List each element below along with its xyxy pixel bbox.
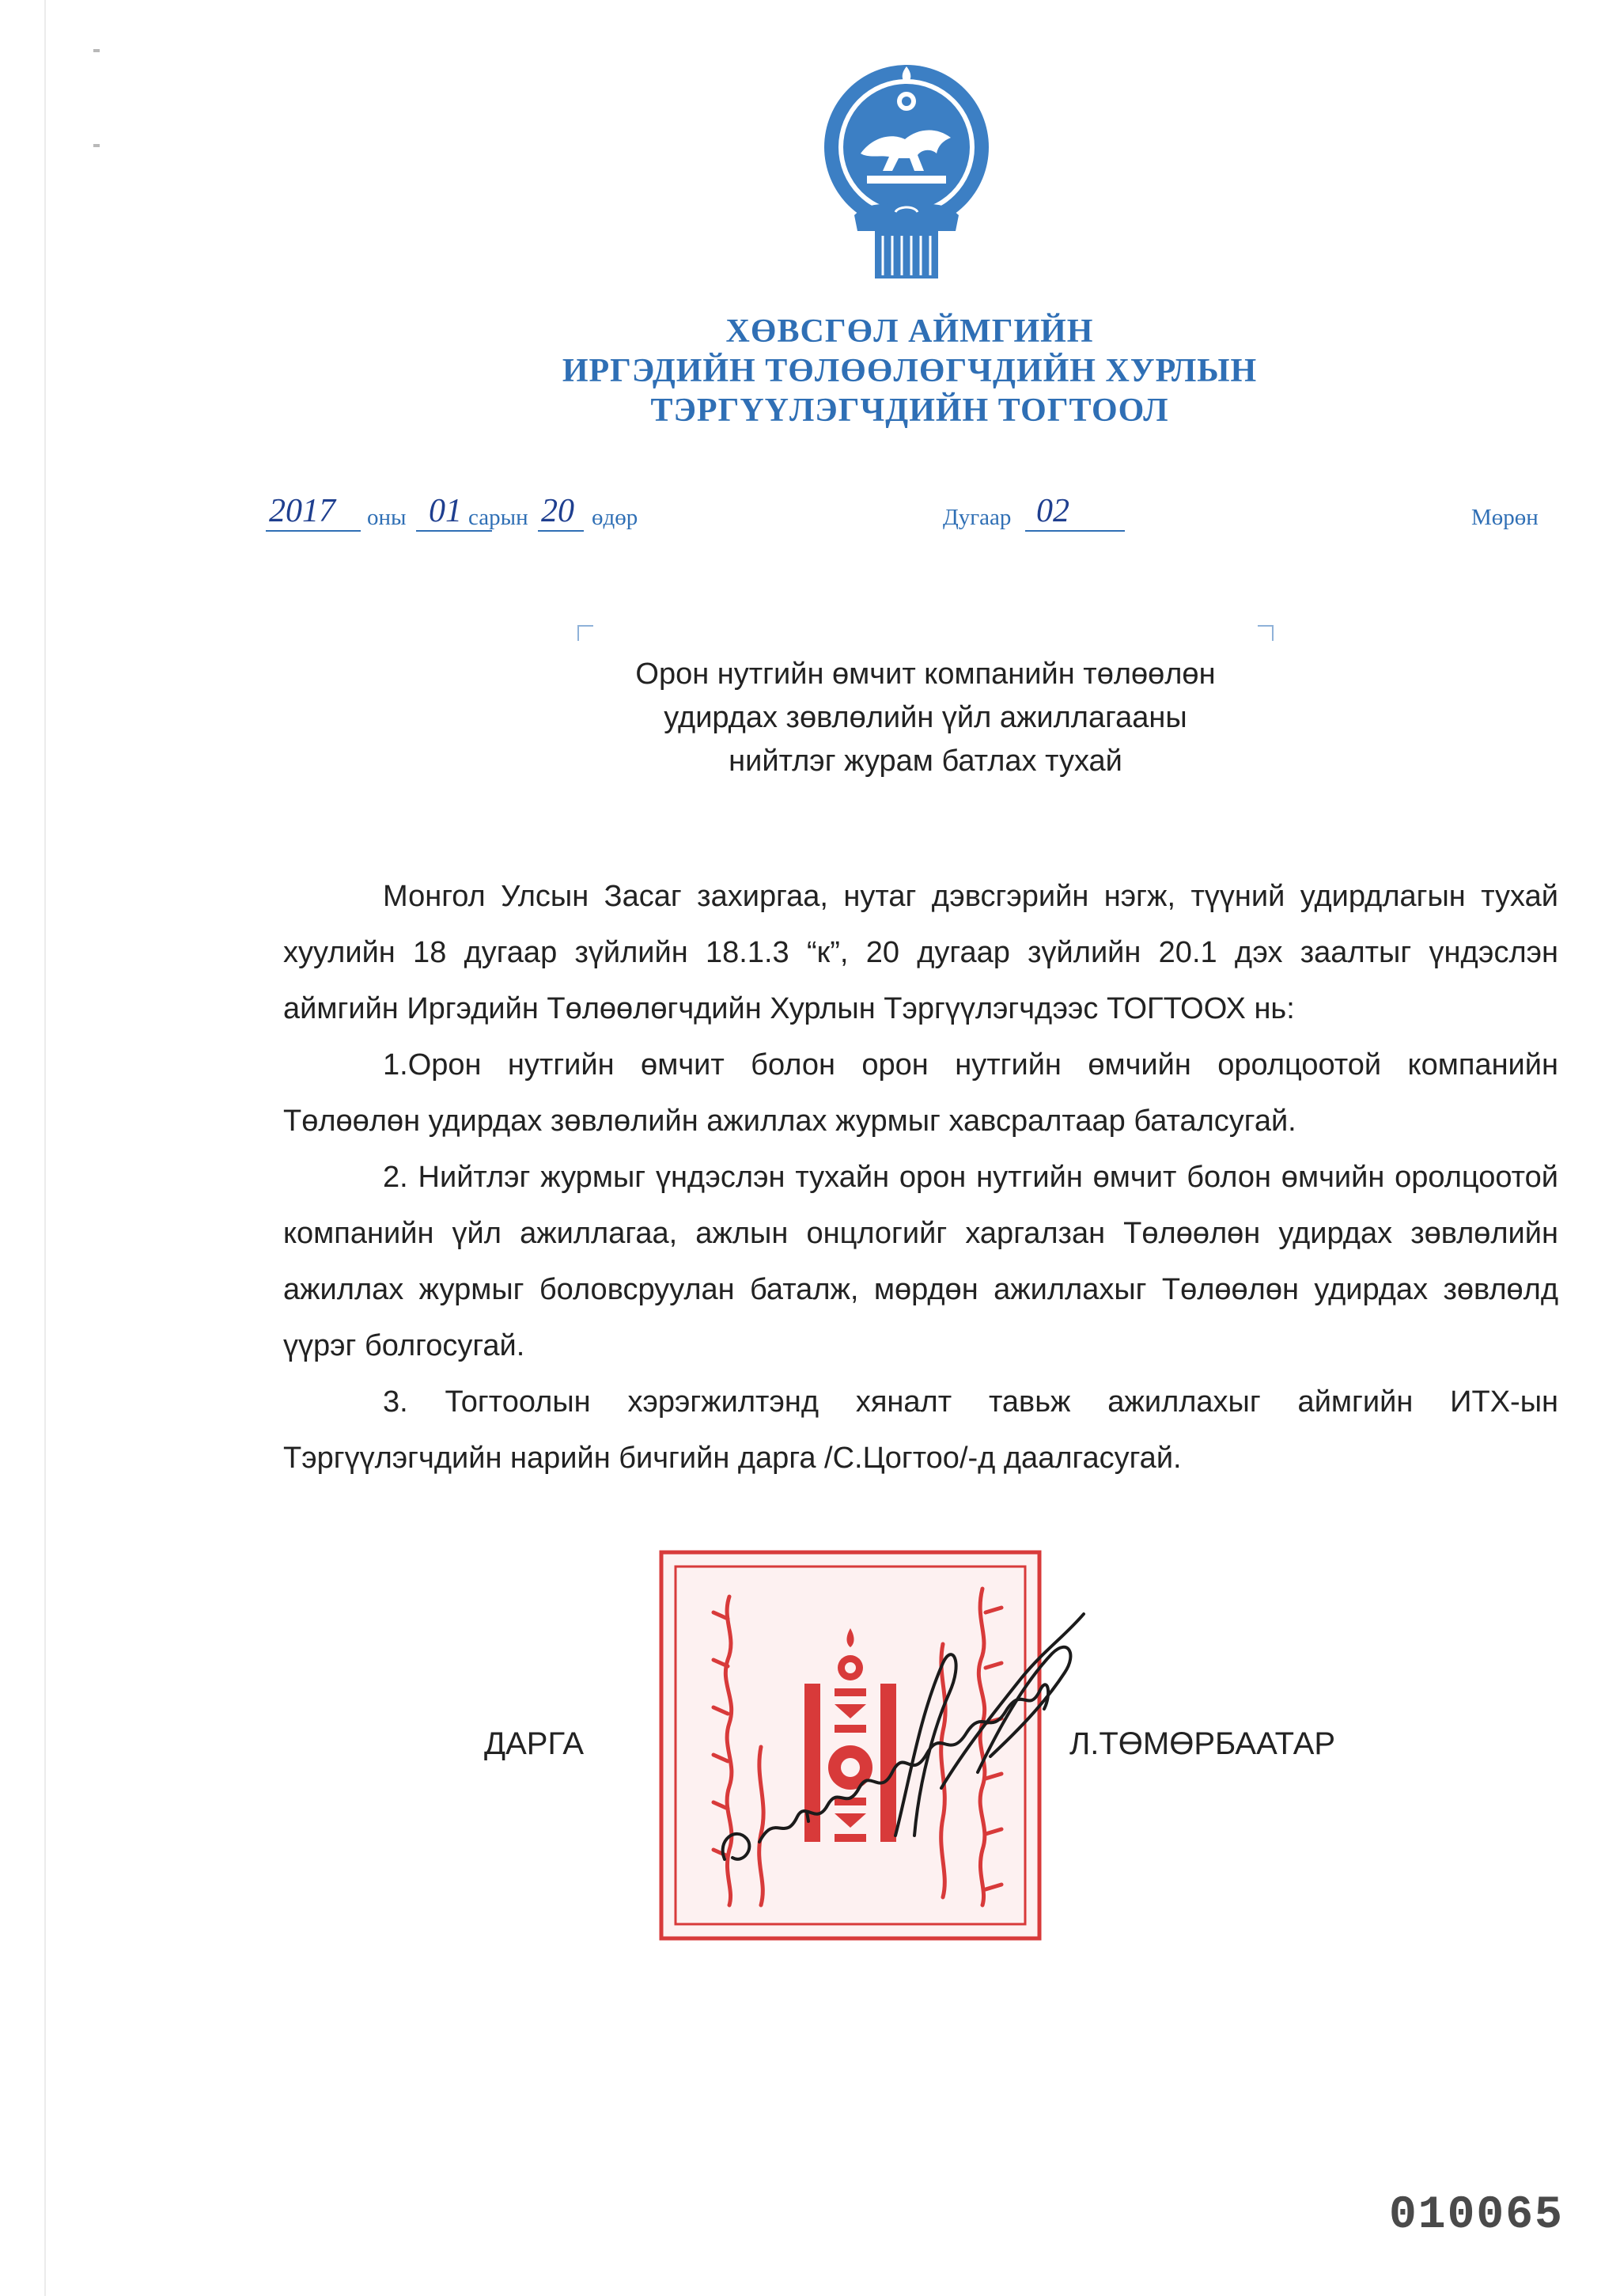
header-line-3: ТЭРГҮҮЛЭГЧДИЙН ТОГТООЛ [650,392,1169,429]
body-item-2: 2. Нийтлэг журмыг үндэслэн тухайн орон нутгийн өмчит болон өмчийн оролцоотой компанийн үйл ажиллагаа, ажлын онцлогийг харгалзан Төлөөлөн удирдах зөвлөлийн ажиллах журмыг боловсруулан баталж, мөрдөн ажиллахыг Төлөөлөн удирдах зөвлөлд үүрэг болгосугай. [283,1161,1558,1362]
date-day: 20 [541,493,574,529]
subject-corner-mark [577,625,593,641]
header-line-1: ХӨВСГӨЛ АЙМГИЙН [725,313,1094,350]
header-line-2: ИРГЭДИЙН ТӨЛӨӨЛӨГЧДИЙН ХУРЛЫН [562,353,1258,389]
document-number-field [943,492,1133,540]
subject-line-2: удирдах зөвлөлийн үйл ажиллагааны [664,701,1187,734]
handwritten-signature [712,1574,1107,1907]
date-month-suffix: сарын [468,505,528,530]
document-body [283,869,1558,1487]
date-year-suffix: оны [367,505,407,530]
body-item-1: 1.Орон нутгийн өмчит болон орон нутгийн өмчийн оролцоотой компанийн Төлөөлөн удирдах зөвлөлийн ажиллах журмыг хавсралтаар баталсугай. [283,1048,1558,1138]
date-field [266,492,677,540]
signer-title: ДАРГА [484,1726,585,1761]
subject-corner-mark [1258,625,1274,641]
subject-line-1: Орон нутгийн өмчит компанийн төлөөлөн [635,657,1216,691]
signer-name: Л.ТӨМӨРБААТАР [1069,1726,1336,1761]
date-day-suffix: өдөр [592,505,638,530]
scan-mark [93,49,100,52]
scan-margin-line [44,0,46,2296]
place-name: Мөрөн [1471,505,1539,530]
organization-header [443,312,1376,430]
state-emblem-icon [819,60,994,283]
subject-line-3: нийтлэг журам батлах тухай [729,744,1122,778]
number-value: 02 [1036,493,1069,529]
body-intro: Монгол Улсын Засаг захиргаа, нутаг дэвсгэрийн нэгж, түүний удирдлагын тухай хуулийн 18 дугаар зүйлийн 18.1.3 “к”, 20 дугаар зүйлийн 20.1 дэх заалтыг үндэслэн аймгийн Иргэдийн Төлөөлөгчдийн Хурлын Тэргүүлэгчдээс ТОГТООХ нь: [283,880,1558,1025]
number-label: Дугаар [943,505,1012,530]
document-subject [554,653,1297,783]
serial-number: 010065 [1389,2190,1564,2241]
date-month: 01 [429,493,462,529]
place-field [1471,505,1566,552]
scan-mark [93,144,100,147]
date-year: 2017 [269,493,335,529]
body-item-3: 3. Тогтоолын хэрэгжилтэнд хяналт тавьж ажиллахыг аймгийн ИТХ-ын Тэргүүлэгчдийн нарийн бичгийн дарга /С.Цогтоо/-д даалгасугай. [283,1385,1558,1475]
